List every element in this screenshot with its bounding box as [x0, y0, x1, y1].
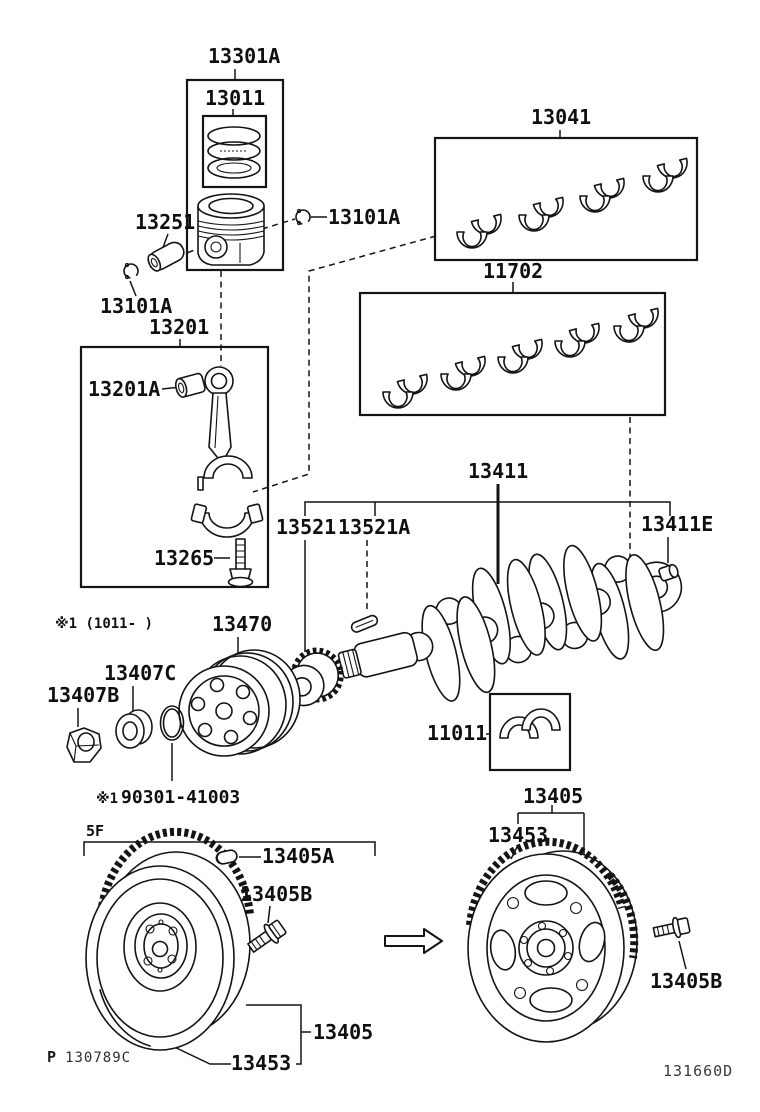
flywheel-bolt-right-icon [652, 915, 690, 942]
part-label-13521A: 13521A [338, 515, 411, 539]
part-label-13411E: 13411E [641, 512, 714, 536]
part-label-13201: 13201 [149, 315, 210, 339]
part-label-11702: 11702 [483, 259, 544, 283]
part-label-13453-right: 13453 [488, 823, 549, 847]
piston-pin-icon [145, 239, 187, 273]
oring-note-star: ※1 [96, 791, 119, 807]
part-label-13301A: 13301A [208, 44, 281, 68]
snap-ring-right-icon [295, 209, 311, 225]
oring-part-note [96, 786, 240, 807]
part-label-13101A-left: 13101A [100, 294, 173, 318]
part-label-13407C: 13407C [104, 661, 177, 685]
rod-bushing-icon [174, 373, 206, 399]
part-label-13407B: 13407B [47, 683, 120, 707]
main-bearings-icon [457, 158, 690, 248]
drive-plate-icon [468, 842, 637, 1042]
footer-code-right: 131660D [663, 1062, 734, 1080]
part-label-13405B-right: 13405B [650, 969, 723, 993]
snap-ring-left-icon [123, 263, 139, 279]
woodruff-key-icon [350, 614, 379, 633]
part-label-13405-left: 13405 [313, 1020, 374, 1044]
flywheel-bolt-left-icon [244, 917, 288, 957]
conversion-arrow-icon [385, 929, 442, 953]
footer-prefix: P [47, 1048, 57, 1066]
o-ring-icon [161, 706, 184, 740]
part-label-13405-right: 13405 [523, 784, 584, 808]
flywheel-icon [86, 832, 250, 1050]
rod-bearings-icon [383, 308, 661, 408]
thrust-washer-icon [500, 709, 560, 738]
part-label-13041: 13041 [531, 105, 592, 129]
rod-bolt-icon [229, 539, 253, 587]
part-label-11011: 11011 [427, 721, 488, 745]
seal-washer-icon [116, 710, 152, 748]
part-label-13521: 13521 [276, 515, 337, 539]
part-label-13101A-right: 13101A [328, 205, 401, 229]
pulley-nut-icon [67, 728, 101, 762]
part-label-13251: 13251 [135, 210, 196, 234]
part-label-13201A: 13201A [88, 377, 161, 401]
transmission-tag-5f: 5F [86, 822, 105, 840]
main-bearing-box [435, 138, 697, 260]
part-label-13411: 13411 [468, 459, 529, 483]
footer-code-left [47, 1048, 131, 1066]
piston-icon [198, 194, 264, 265]
piston-rings-icon [208, 127, 260, 178]
crank-pulley-icon [179, 650, 300, 756]
rod-bearing-box [360, 293, 665, 415]
part-label-13470: 13470 [212, 612, 273, 636]
footer-code: 130789C [65, 1050, 132, 1066]
part-label-13453-left: 13453 [231, 1051, 292, 1075]
part-label-13405B-left: 13405B [240, 882, 313, 906]
spec-note: ※1 (1011- ) [55, 616, 153, 632]
oring-note-number: 90301-41003 [121, 787, 241, 808]
part-label-13011: 13011 [205, 86, 266, 110]
part-label-13405A: 13405A [262, 844, 335, 868]
part-label-13265: 13265 [154, 546, 215, 570]
